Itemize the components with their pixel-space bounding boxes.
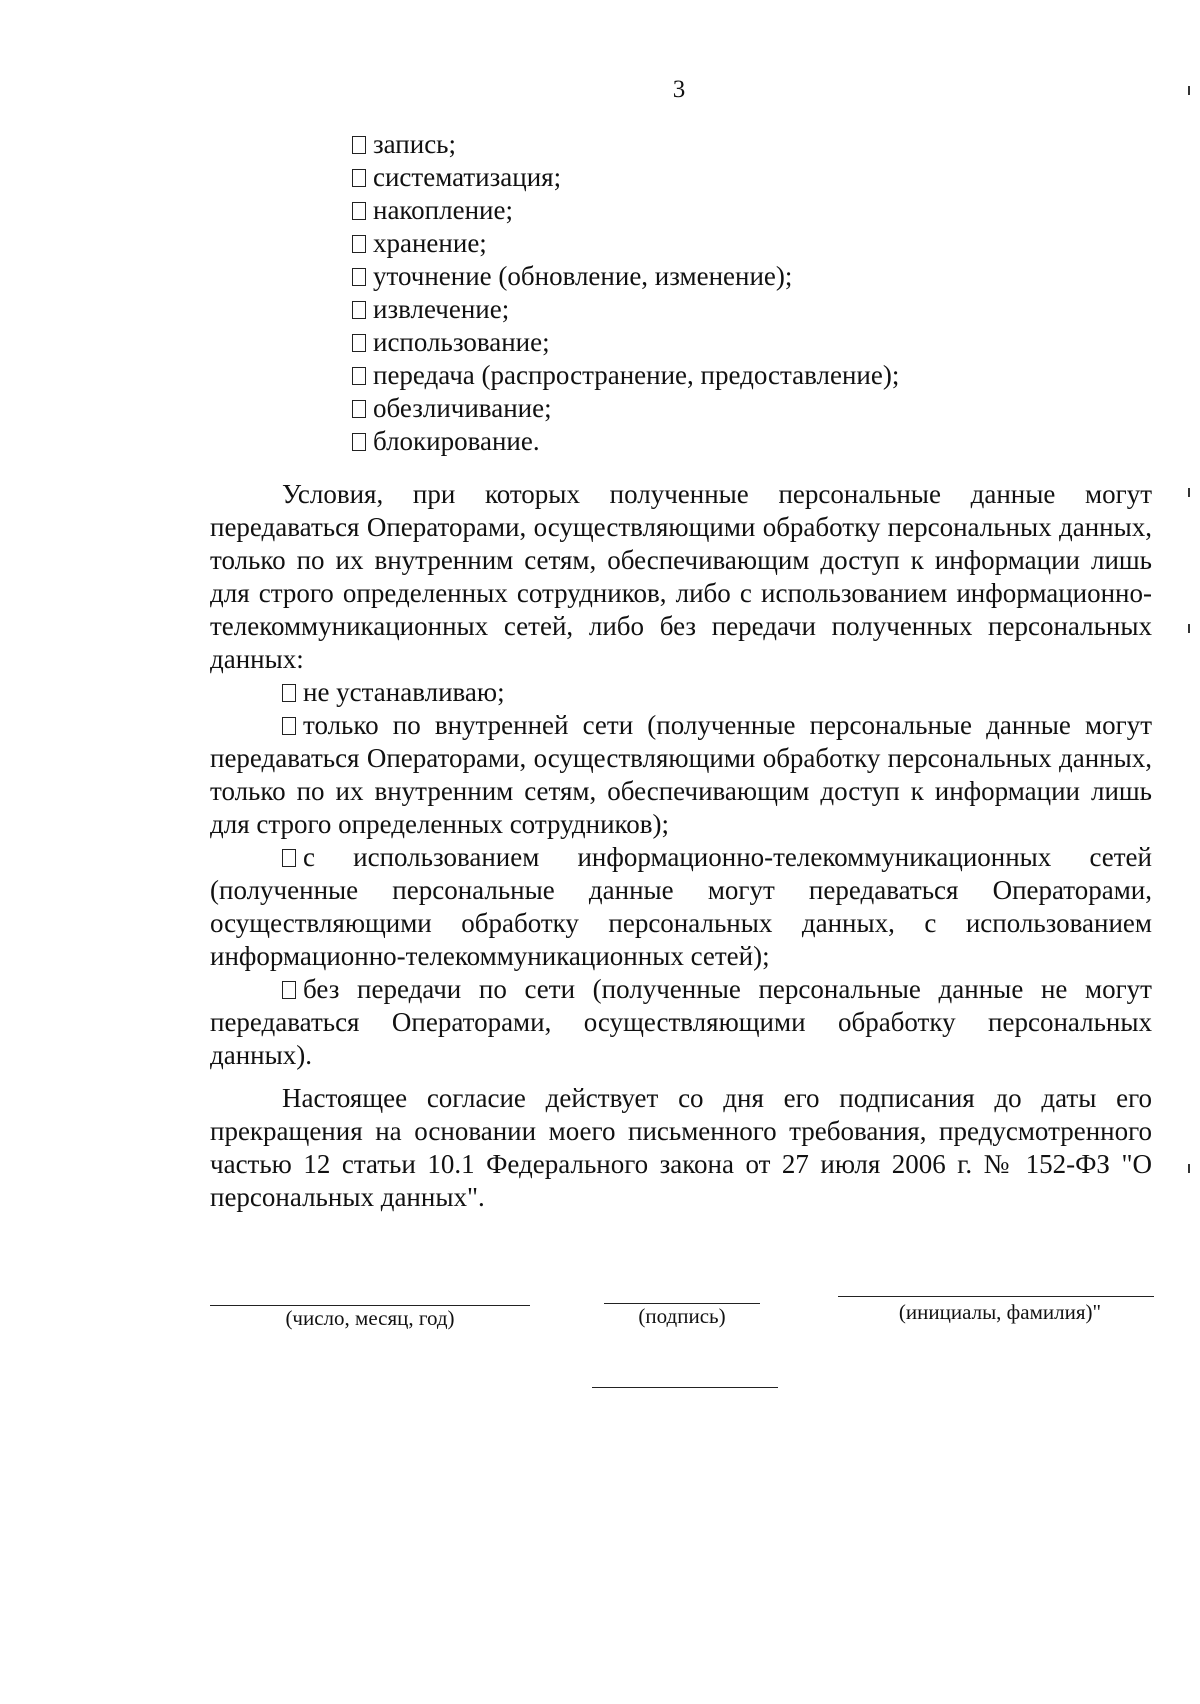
list-item [352,392,899,425]
checkbox-icon[interactable] [352,334,366,352]
condition-option [210,709,1152,841]
scan-margin-mark [1188,1164,1190,1173]
condition-option [210,973,1152,1072]
checkbox-icon[interactable] [282,717,296,735]
list-item [352,128,899,161]
scan-margin-mark [1188,488,1190,497]
scan-margin-mark [1188,86,1190,95]
condition-option [210,676,1152,709]
list-item [352,359,899,392]
list-item [352,425,899,458]
list-item-label: использование; [373,327,550,357]
date-label: (число, месяц, год) [285,1306,455,1330]
list-item-label: передача (распространение, предоставление); [373,360,900,390]
name-label: (инициалы, фамилия)" [898,1300,1102,1324]
list-item [352,227,899,260]
list-item [352,293,899,326]
list-item [352,260,899,293]
list-item [352,194,899,227]
page-number: 3 [672,76,686,103]
list-item-label: накопление; [373,195,513,225]
checkbox-icon[interactable] [282,684,296,702]
list-item-label: запись; [373,129,456,159]
conditions-intro: Условия, при которых полученные персональные данные могут передаваться Операторами, осуществляющими обработку персональных данных, только по их внутренним сетям, обеспечивающим доступ к информации лишь для строго определенных сотрудников, либо с использованием информационно-телекоммуникационных сетей, либо без передачи полученных персональных данных: [210,479,1152,674]
condition-option-label: только по внутренней сети (полученные персональные данные могут передаваться Операторами, осуществляющими обработку персональных данных, только по их внутренним сетям, обеспечивающим доступ к информации лишь для строго определенных сотрудников); [210,710,1152,839]
condition-option-label: не устанавливаю; [303,677,505,707]
condition-option [210,841,1152,973]
condition-option-label: без передачи по сети (полученные персональные данные не могут передаваться Операторами, осуществляющими обработку персональных данных). [210,974,1152,1070]
list-item-label: систематизация; [373,162,562,192]
list-item [352,161,899,194]
checkbox-icon[interactable] [352,367,366,385]
checkbox-icon[interactable] [352,202,366,220]
list-item-label: уточнение (обновление, изменение); [373,261,793,291]
signature-label: (подпись) [638,1304,726,1328]
processing-actions-list [352,128,899,458]
checkbox-icon[interactable] [352,433,366,451]
checkbox-icon[interactable] [352,235,366,253]
checkbox-icon[interactable] [282,849,296,867]
list-item-label: хранение; [373,228,487,258]
checkbox-icon[interactable] [352,169,366,187]
transfer-conditions [210,478,1152,1072]
list-item-label: извлечение; [373,294,510,324]
checkbox-icon[interactable] [352,301,366,319]
closing-divider [592,1387,778,1388]
scan-margin-mark [1188,624,1190,633]
checkbox-icon[interactable] [282,981,296,999]
name-line[interactable] [838,1296,1154,1297]
consent-validity-text: Настоящее согласие действует со дня его подписания до даты его прекращения на основании моего письменного требования, предусмотренного частью 12 статьи 10.1 Федерального закона от 27 июля 2006 г. № 152-ФЗ "О персональных данных". [210,1083,1152,1212]
condition-option-label: с использованием информационно-телекоммуникационных сетей (полученные персональные данные могут передаваться Операторами, осуществляющими обработку персональных данных, с использованием информационно-телекоммуникационных сетей); [210,842,1152,971]
list-item-label: обезличивание; [373,393,552,423]
checkbox-icon[interactable] [352,268,366,286]
checkbox-icon[interactable] [352,136,366,154]
list-item [352,326,899,359]
list-item-label: блокирование. [373,426,540,456]
checkbox-icon[interactable] [352,400,366,418]
